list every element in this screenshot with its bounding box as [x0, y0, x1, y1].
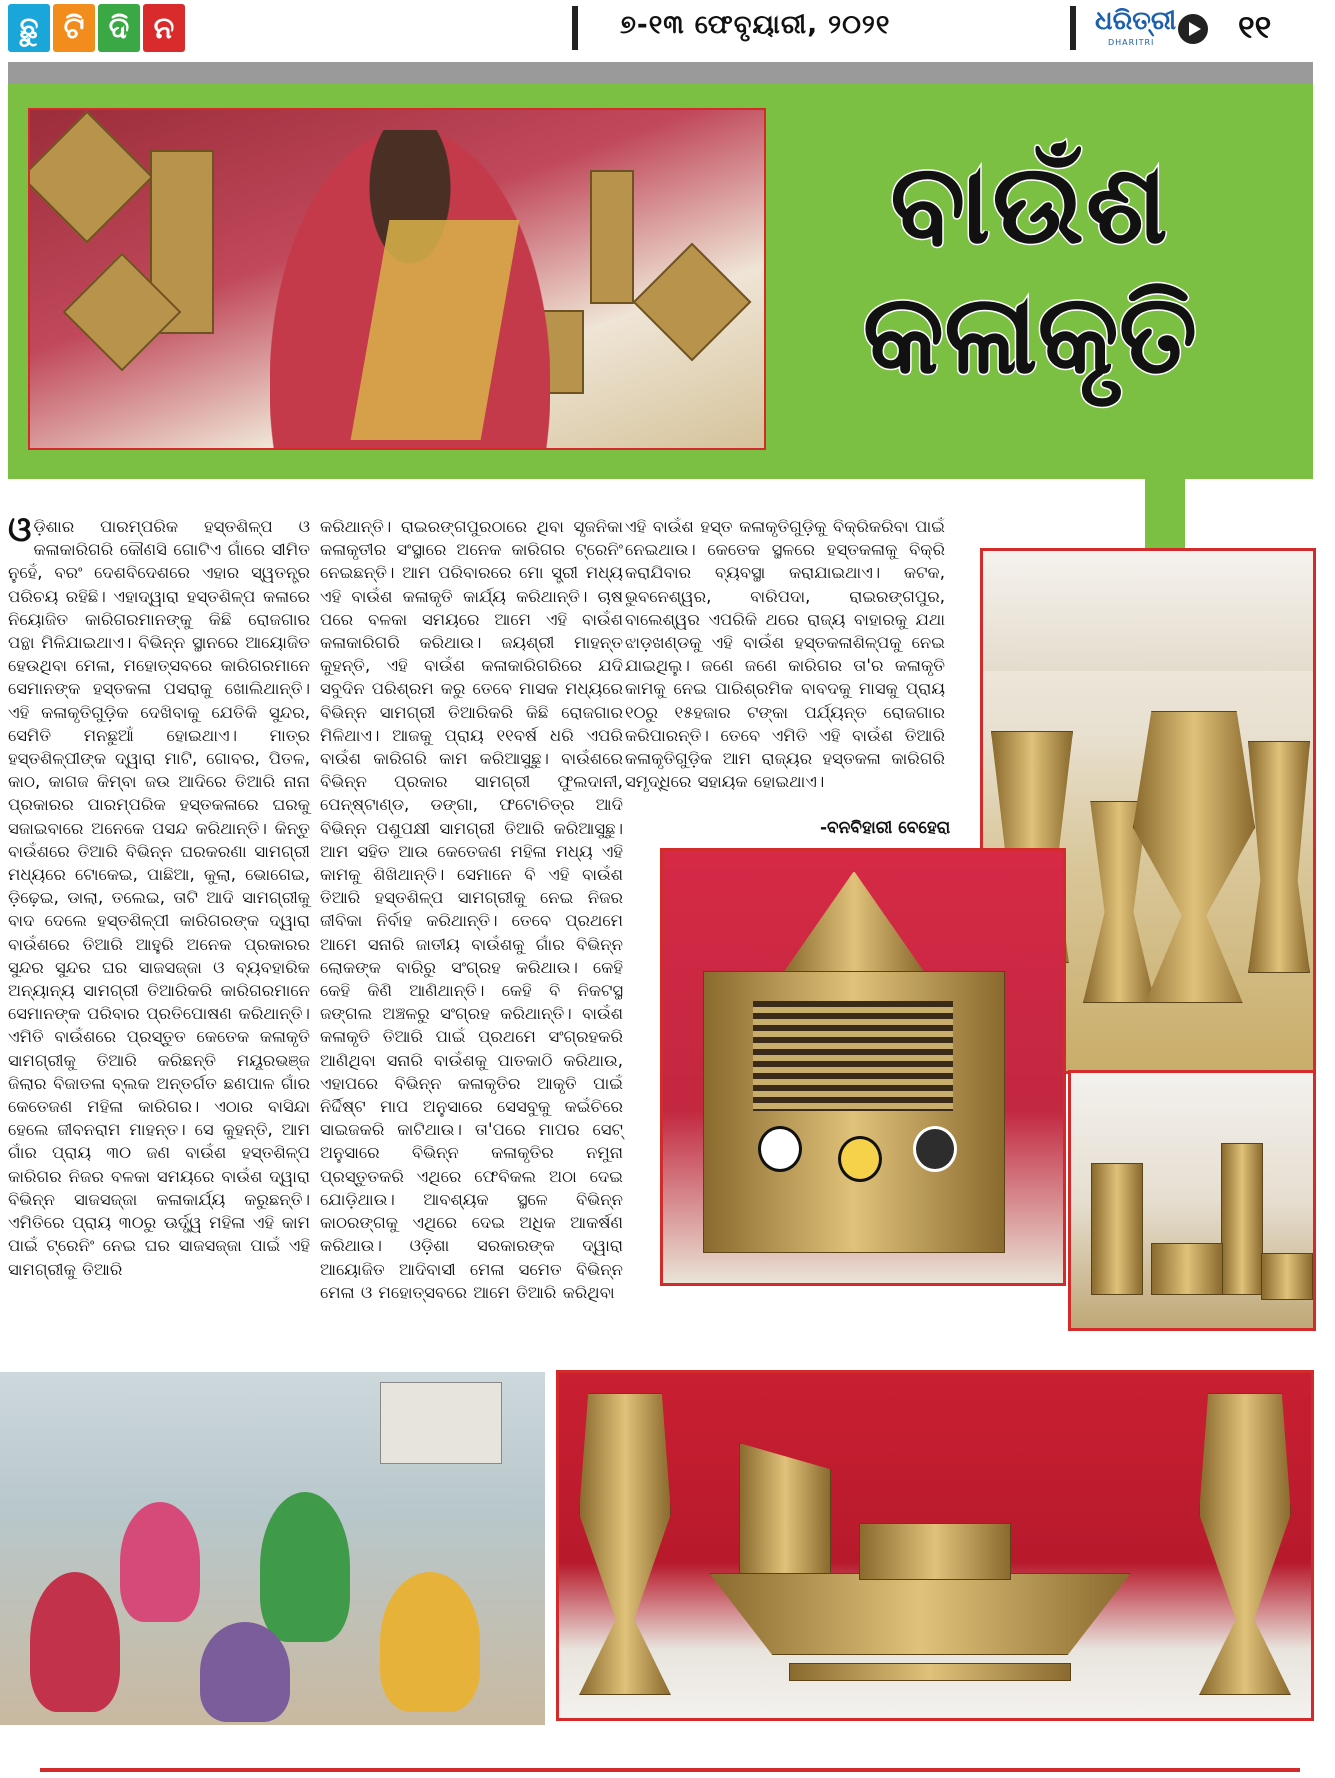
drop-cap: ଓ	[8, 510, 32, 550]
headline-line-1: ବାଉଁଶ	[890, 140, 1170, 268]
display-stand-photo	[1068, 1070, 1316, 1331]
bamboo-vase	[1199, 1393, 1291, 1695]
footer-rule	[40, 1768, 1300, 1772]
section-logo-letter-2: ଟି	[53, 4, 95, 52]
bamboo-boat-photo	[556, 1370, 1314, 1721]
play-arrow-icon	[1178, 14, 1208, 44]
article-column-1	[8, 510, 310, 1281]
bamboo-vase	[1221, 1143, 1263, 1295]
newspaper-logo-subtext: DHARITRI	[1108, 38, 1155, 47]
section-logo-letter-3: ଦି	[98, 4, 140, 52]
page-number: ୧୧	[1238, 8, 1272, 46]
header-divider-left	[572, 6, 578, 50]
women-workshop-photo	[0, 1372, 545, 1725]
boat-stand	[789, 1663, 1071, 1681]
artisan-woman	[260, 1492, 350, 1642]
craft-frame-art	[28, 111, 153, 244]
bamboo-vase	[1091, 1163, 1143, 1295]
header-band	[8, 62, 1313, 84]
artisan-woman	[380, 1572, 480, 1712]
balabhadra-idol	[913, 1126, 957, 1172]
artisan-woman	[120, 1502, 200, 1622]
shrine-spire	[783, 871, 925, 973]
bamboo-vase	[1133, 711, 1255, 1003]
boat-cabin	[859, 1523, 1011, 1580]
jagannath-idol	[758, 1126, 802, 1172]
headline-line-2: କଳାକୃତି	[862, 270, 1198, 398]
title-panel-tab	[1145, 479, 1185, 549]
column-1-text: ଡ଼ିଶାର ପାରମ୍ପରିକ ହସ୍ତଶିଳ୍ପ ଓ କଳାକାରିଗରି କୌଣସି ଗୋଟିଏ ଗାଁରେ ସୀମିତ ନୁହେଁ, ବରଂ ଦେଶବିଦେଶରେ ଏହାର ସ୍ୱତନ୍ତ୍ର ପରିଚୟ ରହିଛି। ଏହାଦ୍ୱାରା ହସ୍ତଶିଳ୍ପ କଳାରେ ନିୟୋଜିତ କାରିଗରମାନଙ୍କୁ କିଛି ରୋଜଗାର ପନ୍ଥା ମିଳିଯାଇଥାଏ। ବିଭିନ୍ନ ସ୍ଥାନରେ ଆୟୋଜିତ ହେଉଥିବା ମେଳା, ମହୋତ୍ସବରେ କାରିଗରମାନେ ସେମାନଙ୍କ ହସ୍ତକଳା ପସରାକୁ ଖୋଲିଥାନ୍ତି। ଏହି କଳାକୃତିଗୁଡ଼ିକ ଦେଖିବାକୁ ଯେତିକି ସୁନ୍ଦର, ସେମିତି ମନଛୁଆଁ ହୋଇଥାଏ। ମାତ୍ର ହସ୍ତଶିଳ୍ପୀଙ୍କ ଦ୍ୱାରା ମାଟି, ଗୋବର, ପିତଳ, କାଠ, କାଗଜ କିମ୍ବା ଜଉ ଆଦିରେ ତିଆରି ନାନା ପ୍ରକାରର ପାରମ୍ପରିକ ହସ୍ତକଳାରେ ଘରକୁ ସଜାଇବାରେ ଅନେକେ ପସନ୍ଦ କରିଥାନ୍ତି। କିନ୍ତୁ ବାଉଁଶରେ ତିଆରି ବିଭିନ୍ନ ଘରକରଣା ସାମଗ୍ରୀ ମଧ୍ୟରେ ଟୋକେଇ, ପାଛିଆ, କୁଲା, ଭୋଗେଇ, ଡ଼ିଢ଼େଇ, ଡାଲା, ତଲେଇ, ତାଟି ଆଦି ସାମଗ୍ରୀକୁ ବାଦ ଦେଲେ ହସ୍ତଶିଳ୍ପୀ କାରିଗରଙ୍କ ଦ୍ୱାରା ବାଉଁଶରେ ତିଆରି ଆହୁରି ଅନେକ ପ୍ରକାରର ସୁନ୍ଦର ସୁନ୍ଦର ଘର ସାଜସଜ୍ଜା ଓ ବ୍ୟବହାରିକ ଅନ୍ୟାନ୍ୟ ସାମଗ୍ରୀ ତିଆରିକରି କାରିଗରମାନେ ସେମାନଙ୍କ ପରିବାର ପ୍ରତିପୋଷଣ କରିଥାନ୍ତି। ଏମିତି ବାଉଁଶରେ ପ୍ରସ୍ତୁତ କେତେକ କଳାକୃତି ସାମଗ୍ରୀକୁ ତିଆରି କରିଛନ୍ତି ମୟୂରଭଞ୍ଜ ଜିଲାର ବିଜାତଳା ବ୍ଲକ ଅନ୍ତର୍ଗତ ଛଣପାଳ ଗାଁର କେତେଜଣ ମହିଳା କାରିଗର। ଏଠାର ବାସିନ୍ଦା ହେଲେ ଜୀବନରାମ ମାହନ୍ତ। ସେ କୁହନ୍ତି, ଆମ ଗାଁର ପ୍ରାୟ ୩୦ ଜଣ ବାଉଁଶ ହସ୍ତଶିଳ୍ପ କାରିଗର ନିଜର ବଳକା ସମୟରେ ବାଉଁଶ ଦ୍ୱାରା ବିଭିନ୍ନ ସାଜସଜ୍ଜା କଳାକାର୍ଯ୍ୟ କରୁଛନ୍ତି। ଏମିତିରେ ପ୍ରାୟ ୩୦ରୁ ଊର୍ଦ୍ଧ୍ୱ ମହିଳା ଏହି କାମ ପାଇଁ ଟ୍ରେନିଂ ନେଇ ଘର ସାଜସଜ୍ଜା ପାଇଁ ଏହି ସାମଗ୍ରୀକୁ ତିଆରି	[8, 517, 310, 1279]
article-column-3: ଏହି ବାଉଁଶ ହସ୍ତ କଳାକୃତିଗୁଡ଼ିକୁ ବିକ୍ରିକରିବା ପାଇଁ ନେଇଥାଉ। କେତେକ ସ୍ଥଳରେ ହସ୍ତକଳାକୁ ବିକ୍ରି କରାଯିବାର ବ୍ୟବସ୍ଥା କରାଯାଇଥାଏ। କଟକ, ଭୁବନେଶ୍ୱର, ବାରିପଦା, ରାଇରଙ୍ଗପୁର, ବାଲେଶ୍ୱର ଏପରିକି ଥରେ ରାଜ୍ୟ ବାହାରକୁ ଯଥା ଝାଡ଼ଖଣ୍ଡକୁ ଏହି ବାଉଁଶ ହସ୍ତକଳାଶିଳ୍ପକୁ ନେଇ ଯାଇଥିଲୁ। ଜଣେ ଜଣେ କାରିଗର ତା'ର କଳାକୃତି କାମକୁ ନେଇ ପାରିଶ୍ରମିକ ବାବଦକୁ ମାସକୁ ପ୍ରାୟ ୧୦ରୁ ୧୫ହଜାର ଟଙ୍କା ପର୍ଯ୍ୟନ୍ତ ରୋଜଗାର କରିପାରନ୍ତି। ତେବେ ଏମିତି ଏହି ବାଉଁଶ ତିଆରି କଳାକୃତିଗୁଡ଼ିକ ଆମ ରାଜ୍ୟର ହସ୍ତକଳା କାରିଗରି ସମୃଦ୍ଧିରେ ସହାୟକ ହୋଇଥାଏ।	[625, 517, 945, 792]
artisan-woman	[200, 1622, 290, 1722]
jagannath-shrine-photo	[660, 848, 1066, 1286]
bamboo-vase	[1248, 741, 1310, 973]
section-logo	[8, 4, 185, 54]
tent-backdrop	[983, 551, 1313, 671]
bamboo-box	[1151, 1243, 1223, 1295]
craft-vase-art	[590, 170, 634, 304]
article-column-2: କରିଥାନ୍ତି। ରାଇରଙ୍ଗପୁରଠାରେ ଥିବା ସୃଜନିକା କଳାକୃତୀର ସଂସ୍ଥାରେ ଅନେକ କାରିଗର ଟ୍ରେନିଂ ନେଇଛନ୍ତି। ଆମ ପରିବାରରେ ମୋ ସ୍ତ୍ରୀ ମଧ୍ୟ ଏହି ବାଉଁଶ କଳାକୃତି କାର୍ଯ୍ୟ କରିଥାନ୍ତି। ଚାଷ ପରେ ବଳକା ସମୟରେ ଆମେ ଏହି ବାଉଁଶ କଳାକାରିଗରି କରିଥାଉ। ଜୟଶ୍ରୀ ମାହନ୍ତ କୁହନ୍ତି, ଏହି ବାଉଁଶ କଳାକାରିଗରିରେ ଯଦି ସବୁଦିନ ପରିଶ୍ରମ କରୁ ତେବେ ମାସକ ମଧ୍ୟରେ ବିଭିନ୍ନ ସାମଗ୍ରୀ ତିଆରିକରି କିଛି ରୋଜଗାର ମିଳିଥାଏ। ଆଜକୁ ପ୍ରାୟ ୧୧ବର୍ଷ ଧରି ଏପରି ବାଉଁଶ କାରିଗରି କାମ କରିଆସୁଛୁ। ବାଉଁଶରେ ବିଭିନ୍ନ ପ୍ରକାର ସାମଗ୍ରୀ ଫୁଲଦାନୀ, ପେନ୍‌ଷ୍ଟାଣ୍ଡ, ଡଙ୍ଗା, ଫଟୋଚିତ୍ର ଆଦି ବିଭିନ୍ନ ପଶୁପକ୍ଷୀ ସାମଗ୍ରୀ ତିଆରି କରିଆସୁଛୁ। ଆମ ସହିତ ଆଉ କେତେଜଣ ମହିଳା ମଧ୍ୟ ଏହି କାମକୁ ଶିଖିଥାନ୍ତି। ସେମାନେ ବି ଏହି ବାଉଁଶ ତିଆରି ହସ୍ତଶିଳ୍ପ ସାମଗ୍ରୀକୁ ନେଇ ନିଜର ଜୀବିକା ନିର୍ବାହ କରିଥାନ୍ତି। ତେବେ ପ୍ରଥମେ ଆମେ ସନାରି ଜାତୀୟ ବାଉଁଶକୁ ଗାଁର ବିଭିନ୍ନ ଲୋକଙ୍କ ବାରିରୁ ସଂଗ୍ରହ କରିଥାଉ। କେହି କେହି କିଣି ଆଣିଥାନ୍ତି। କେହି ବି ନିକଟସ୍ଥ ଜଙ୍ଗଲ ଅଞ୍ଚଳରୁ ସଂଗ୍ରହ କରିଥାନ୍ତି। ବାଉଁଶ କଳାକୃତି ତିଆରି ପାଇଁ ପ୍ରଥମେ ସଂଗ୍ରହକରି ଆଣିଥିବା ସନାରି ବାଉଁଶକୁ ପାତକାଠି କରିଥାଉ, ଏହାପରେ ବିଭିନ୍ନ କଳାକୃତିର ଆକୃତି ପାଇଁ ନିର୍ଦ୍ଦିଷ୍ଟ ମାପ ଅନୁସାରେ ସେସବୁକୁ କଇଁଚିରେ ସାଇଜକରି କାଟିଥାଉ। ତା'ପରେ ମାପର ସେଟ୍ ଅନୁସାରେ ବିଭିନ୍ନ କଳାକୃତିର ନମୁନା ପ୍ରସ୍ତୁତକରି ଏଥିରେ ଫେବିକଲ ଅଠା ଦେଇ ଯୋଡ଼ିଥାଉ। ଆବଶ୍ୟକ ସ୍ଥଳେ ବିଭିନ୍ନ କାଠରଙ୍ଗକୁ ଏଥିରେ ଦେଇ ଅଧିକ ଆକର୍ଷଣ କରିଥାଉ। ଓଡ଼ିଶା ସରକାରଙ୍କ ଦ୍ୱାରା ଆୟୋଜିତ ଆଦିବାସୀ ମେଳା ସମେତ ବିଭିନ୍ନ ମେଳା ଓ ମହୋତ୍ସବରେ ଆମେ ତିଆରି କରିଥିବା	[320, 517, 623, 1302]
boat-hull	[709, 1573, 1131, 1655]
issue-date: ୭-୧୩ ଫେବୃୟାରୀ, ୨୦୨୧	[620, 10, 891, 40]
notice-board	[380, 1382, 502, 1464]
artisan-woman	[30, 1572, 120, 1712]
craft-frame-art	[633, 243, 752, 362]
section-logo-letter-4: ନ	[143, 4, 185, 52]
header-divider-right	[1070, 6, 1076, 50]
boat-sail	[739, 1443, 831, 1575]
artisan-photo	[28, 108, 766, 450]
bamboo-vase	[579, 1393, 671, 1695]
author-byline: -ବନବିହାରୀ ବେହେରା	[820, 818, 951, 838]
section-logo-letter-1: ଛୁ	[8, 4, 50, 52]
subhadra-idol	[838, 1136, 882, 1182]
bamboo-box	[1261, 1253, 1313, 1300]
newspaper-logo: ଧରିତ୍ରୀ	[1095, 6, 1177, 36]
shrine-slats	[753, 1001, 953, 1111]
